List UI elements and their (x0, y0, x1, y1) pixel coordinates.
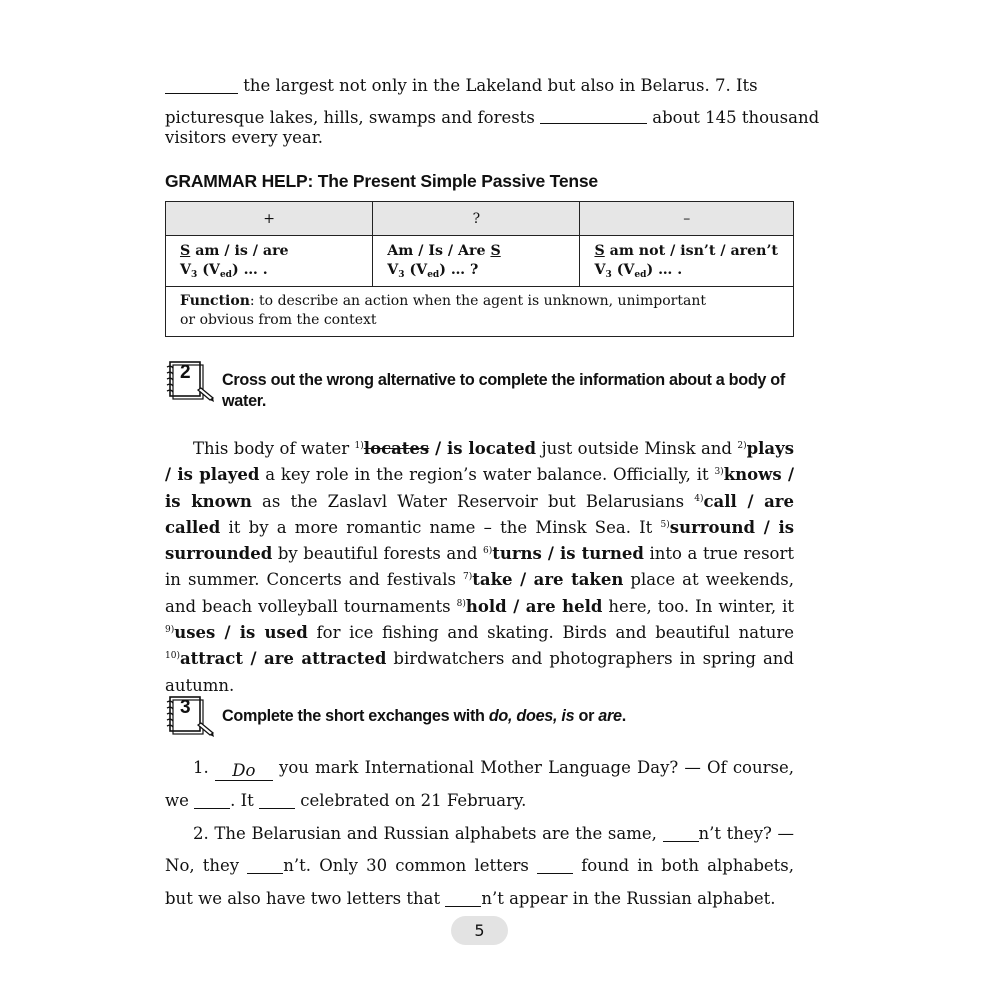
grammar-table-header (166, 202, 794, 236)
exchange-1: 1. Do you mark International Mother Language Day? — Of course, we . It celebrated on 21 February. (165, 758, 794, 810)
paragraph-text: This body of water (193, 439, 355, 458)
alternative-options[interactable]: uses / is used (174, 623, 308, 643)
paragraph-text: birdwatchers and photographers in spring and autumn. (165, 649, 800, 695)
exchange-2: 2. The Belarusian and Russian alphabets are the same, n’t they? — No, they n’t. Only 30 common letters found in both alphabets, but we also have two letters that n’t appear in the Russian alphabet. (165, 823, 795, 909)
intro-line-2-end: about 145 thousand (647, 108, 820, 127)
item-number: 6) (482, 546, 493, 557)
task-3-exchanges (165, 752, 794, 916)
header-affirmative: + (166, 202, 373, 236)
crossed-out-option[interactable]: locates (363, 439, 430, 458)
paragraph-text: place at weekends, and beach volleyball tournaments (165, 570, 800, 616)
header-negative: – (580, 202, 794, 236)
answer-blank[interactable] (537, 857, 573, 875)
paragraph-text: by beautiful forests and (272, 544, 483, 564)
item-number: 7) (463, 572, 473, 583)
alternative-options[interactable]: knows / is known (165, 465, 800, 511)
alternative-options[interactable]: take / are taken (472, 570, 624, 590)
alternative-options[interactable]: hold / are held (465, 596, 603, 616)
form-question: Am / Is / Are S $V_3$ $(V_{ed})$ … ? (373, 236, 580, 287)
paragraph-text: just outside Minsk and (536, 439, 738, 458)
grammar-table-forms (166, 236, 794, 287)
item-number: 2) (737, 441, 747, 451)
item-number: 5) (660, 519, 670, 530)
alternative-options[interactable]: plays / is played (165, 439, 800, 485)
grammar-table (165, 201, 794, 337)
header-question: ? (373, 202, 580, 236)
answer-blank[interactable] (259, 791, 295, 809)
task-3-heading (165, 695, 626, 739)
task-2-heading (165, 360, 797, 412)
form-negative: S am not / isn’t / aren’t $V_3$ $(V_{ed})$ … . (580, 236, 794, 287)
answer-blank[interactable] (663, 824, 699, 842)
item-number: 9) (165, 625, 175, 636)
task-3-instruction: Complete the short exchanges with do, does, is or are. (222, 707, 626, 725)
item-number: 8) (456, 598, 466, 609)
intro-line-1: the largest not only in the Lakeland but also in Belarus. 7. Its (238, 76, 758, 95)
alternative-options[interactable]: / is located (429, 439, 537, 458)
notebook-pencil-icon (165, 360, 217, 404)
task-number: 2 (180, 362, 191, 383)
task-2-paragraph (165, 436, 800, 699)
paragraph-text: a key role in the region’s water balance. Officially, it (259, 465, 715, 485)
function-note: Function: to describe an action when the agent is unknown, unimportant or obvious from the context (166, 287, 794, 337)
answer-blank[interactable] (445, 890, 481, 908)
intro-line-2-start: picturesque lakes, hills, swamps and forests (165, 108, 541, 127)
answer-blank[interactable] (165, 77, 238, 95)
answer-blank[interactable] (194, 791, 230, 809)
alternative-options[interactable]: attract / are attracted (179, 649, 387, 669)
answer-blank[interactable] (540, 106, 647, 124)
paragraph-text: as the Zaslavl Water Reservoir but Belarusians (251, 491, 695, 511)
page-number: 5 (451, 916, 508, 945)
item-number: 1) (354, 441, 364, 451)
grammar-help-title: GRAMMAR HELP: The Present Simple Passive Tense (165, 171, 598, 191)
grammar-help (165, 171, 794, 337)
item-number: 4) (694, 493, 704, 504)
paragraph-text: it by a more romantic name – the Minsk Sea. It (220, 517, 661, 537)
form-affirmative: S am / is / are $V_3$ $(V_{ed})$ … . (166, 236, 373, 287)
alternative-options[interactable]: turns / is turned (492, 544, 644, 564)
answer-blank[interactable] (247, 857, 283, 875)
task-2-instruction: Cross out the wrong alternative to complete the information about a body of water. (222, 371, 785, 410)
answer-blank-filled[interactable]: Do (215, 763, 273, 781)
task-number: 3 (180, 697, 191, 718)
item-number: 3) (714, 467, 724, 478)
paragraph-text: into a true resort in summer. Concerts and festivals (165, 544, 800, 590)
item-number: 10) (165, 651, 180, 662)
intro-line-3: visitors every year. (165, 128, 324, 147)
alternative-options[interactable]: call / are called (165, 491, 800, 537)
intro-text (165, 74, 820, 150)
paragraph-text: here, too. In winter, it (602, 596, 800, 616)
grammar-table-function (166, 287, 794, 337)
paragraph-text: for ice fishing and skating. Birds and beautiful nature (307, 623, 800, 643)
alternative-options[interactable]: surround / is surrounded (165, 517, 800, 564)
notebook-pencil-icon (165, 695, 217, 739)
